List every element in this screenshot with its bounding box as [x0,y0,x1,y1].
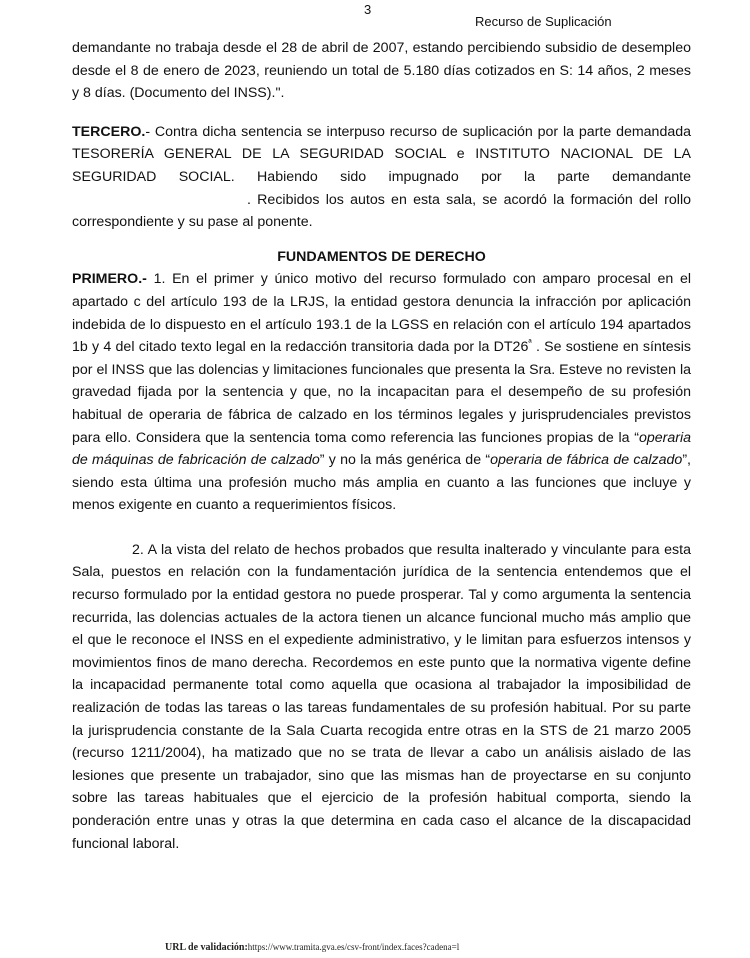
punto-2-paragraph [72,539,691,855]
continuation-paragraph [72,37,691,105]
tercero-text-b: . Recibidos los autos en esta sala, se acordó la formación del rollo correspondiente y su pase al ponente. [72,191,691,231]
primero-sup: ª [528,337,532,348]
primero-text-b: . Se sostiene en síntesis por el INSS que las dolencias y limitaciones funcionales que presenta la Sra. Esteve no revisten la gravedad fijada por la sentencia y que, no la incapacitan para el desempeño de su profesión habitual de operaria de fábrica de calzado en los términos legales y jurisprudenciales previstos para ello. Considera que la sentencia toma como referencia las funciones propias de la “ [72,339,691,446]
primero-paragraph [72,268,691,517]
validation-url[interactable]: https://www.tramita.gva.es/csv-front/index.faces?cadena=l [247,942,460,952]
section-heading: FUNDAMENTOS DE DERECHO [277,248,486,265]
page-number: 3 [364,2,372,17]
tercero-text-a: Contra dicha sentencia se interpuso recurso de suplicación por la parte demandada TESORERÍA GENERAL DE LA SEGURIDAD SOCIAL e INSTITUTO NACIONAL DE LA SEGURIDAD SOCIAL. Habiendo sido impugnado por la parte demandante [72,123,692,185]
primero-text-d: ”, siendo esta última una profesión mucho más amplia en cuanto a las funciones que incluye y menos exigente en cuanto a requerimientos físicos. [72,452,691,514]
running-header: Recurso de Suplicación [475,14,612,29]
primero-label: PRIMERO.- [72,271,154,288]
primero-italic-2: operaria de fábrica de calzado [490,452,683,469]
continuation-text: demandante no trabaja desde el 28 de abril de 2007, estando percibiendo subsidio de desempleo desde el 8 de enero de 2023, reuniendo un total de 5.180 días cotizados en S: 14 años, 2 meses y 8 días. (Documento del INSS).". [72,40,691,102]
primero-text-a: 1. En el primer y único motivo del recurso formulado con amparo procesal en el apartado c del artículo 193 de la LRJS, la entidad gestora denuncia la infracción por aplicación indebida de lo dispuesto en el artículo 193.1 de la LGSS en relación con el artículo 194 apartados 1b y 4 del citado texto legal en la redacción transitoria dada por la DT26 [72,271,691,356]
punto-2-text: 2. A la vista del relato de hechos probados que resulta inalterado y vinculante para esta Sala, puestos en relación con la fundamentación jurídica de la sentencia entendemos que el recurso formulado por la entidad gestora no puede prosperar. Tal y como argumenta la sentencia recurrida, las dolencias actuales de la actora tienen un alcance funcional mucho más amplio que el que le reconoce el INSS en el expediente administrativo, y le limitan para esfuerzos intensos y movimientos finos de mano derecha. Recordemos en este punto que la normativa vigente define la incapacidad permanente total como aquella que ocasiona al trabajador la imposibilidad de realización de todas las tareas o las tareas fundamentales de su profesión habitual. Por su parte la jurisprudencia constante de la Sala Cuarta recogida entre otras en la STS de 21 marzo 2005 (recurso 1211/2004), ha matizado que no se trata de llevar a cabo un análisis aislado de las lesiones que presente un trabajador, sino que las mismas han de proyectarse en su conjunto sobre las tareas habituales que el ejercicio de la profesión habitual comporta, siendo la ponderación entre unas y otras la que determina en cada caso el alcance de la discapacidad funcional laboral. [72,541,691,852]
primero-text-c: ” y no la más genérica de “ [319,452,491,469]
tercero-dash: - [145,123,155,140]
tercero-label: TERCERO. [72,123,146,140]
document-body [72,37,691,855]
validation-footer [165,942,459,953]
validation-label: URL de validación: [165,942,248,953]
primero-italic-1: operaria de máquinas de fabricación de calzado [72,429,691,469]
tercero-paragraph [72,121,691,234]
